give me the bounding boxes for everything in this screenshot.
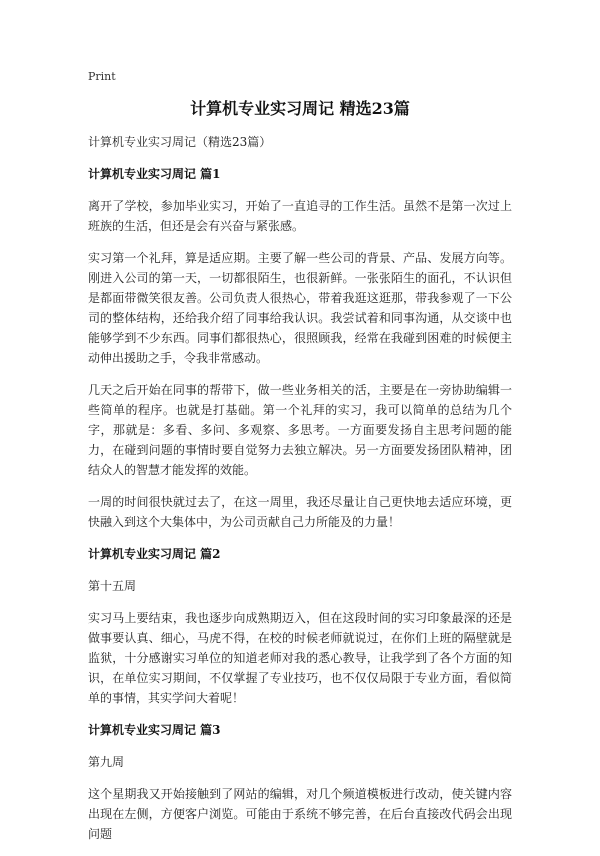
section-heading: 计算机专业实习周记 篇2 — [88, 547, 221, 561]
section-heading: 计算机专业实习周记 篇1 — [88, 167, 221, 181]
week-label: 第十五周 — [88, 579, 137, 593]
print-label[interactable]: Print — [88, 70, 116, 83]
section-heading: 计算机专业实习周记 篇3 — [88, 723, 221, 737]
week-label: 第九周 — [88, 755, 125, 769]
paragraph: 实习第一个礼拜，算是适应期。主要了解一些公司的背景、产品、发展方向等。刚进入公司的第一天，一切都很陌生，也很新鲜。一张张陌生的面孔，不认识但是都面带微笑很友善。公司负责人很热心，带着我逛这逛那，带我参观了一下公司的整体结构，还给我介绍了同事给我认识。我尝试着和同事沟通，从交谈中也能够学到不少东西。同事们都很热心，很照顾我，经常在我碰到困难的时候便主动伸出援助之手，令我非常感动。 — [88, 251, 512, 365]
document-subtitle: 计算机专业实习周记（精选23篇） — [88, 135, 272, 149]
paragraph: 离开了学校，参加毕业实习，开始了一直追寻的工作生活。虽然不是第一次过上班族的生活，但还是会有兴奋与紧张感。 — [88, 199, 512, 233]
paragraph: 一周的时间很快就过去了，在这一周里，我还尽量让自己更快地去适应环境，更快融入到这个大集体中，为公司贡献自己力所能及的力量！ — [88, 495, 512, 529]
paragraph: 实习马上要结束，我也逐步向成熟期迈入，但在这段时间的实习印象最深的还是做事要认真、细心，马虎不得，在校的时候老师就说过，在你们上班的隔壁就是监狱，十分感谢实习单位的知道老师对我的悉心教导，让我学到了各个方面的知识，在单位实习期间，不仅掌握了专业技巧，也不仅仅局限于专业方面，看似简单的事情，其实学问大着呢！ — [88, 611, 512, 705]
document-title: 计算机专业实习周记 精选23篇 — [190, 99, 410, 118]
paragraph: 几天之后开始在同事的帮带下，做一些业务相关的活，主要是在一旁协助编辑一些简单的程序。也就是打基础。第一个礼拜的实习，我可以简单的总结为几个字，那就是：多看、多问、多观察、多思考。一方面要发扬自主思考问题的能力，在碰到问题的事情时要自觉努力去独立解决。另一方面要发扬团队精神，团结众人的智慧才能发挥的效能。 — [88, 383, 512, 477]
paragraph: 这个星期我又开始接触到了网站的编辑，对几个频道模板进行改动，使关键内容出现在左侧，方便客户浏览。可能由于系统不够完善，在后台直接改代码会出现问题 — [88, 787, 512, 841]
document-body — [88, 132, 512, 856]
